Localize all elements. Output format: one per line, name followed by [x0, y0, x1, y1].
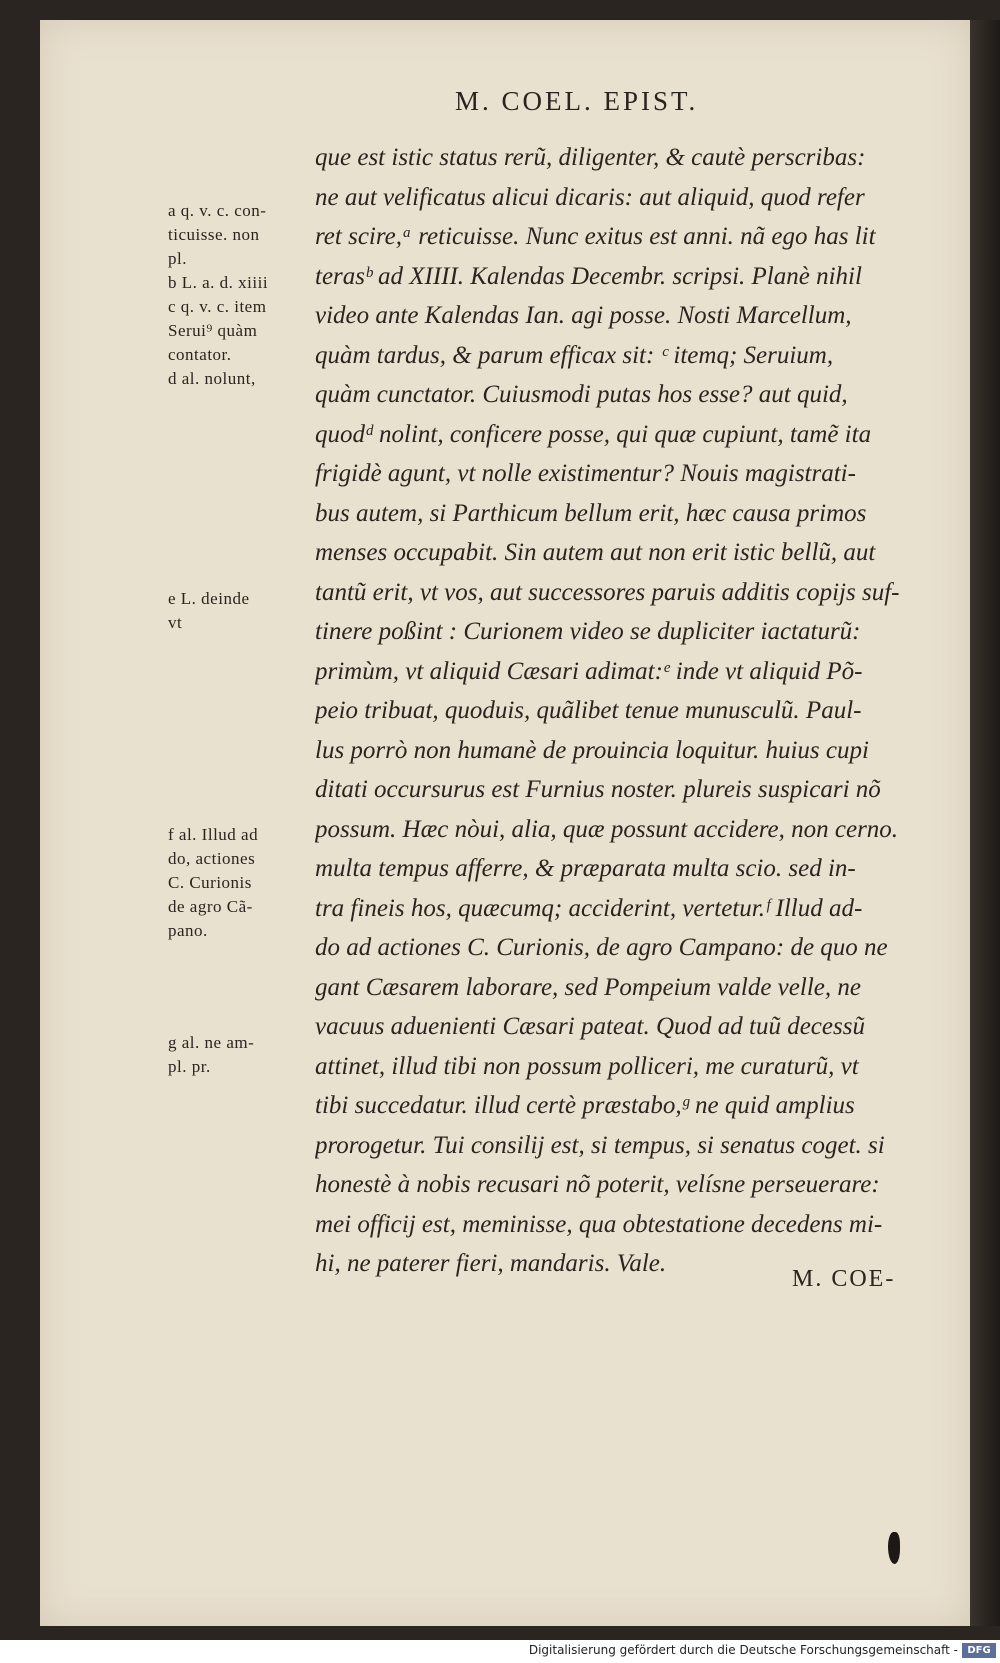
body-line: lus porrò non humanè de prouincia loquitur. huius cupi [315, 736, 869, 764]
note-line: a q. v. c. con- [168, 201, 267, 220]
body-line: tibi succedatur. illud certè præstabo,ᵍ ne quid amplius [315, 1092, 855, 1119]
body-line: hi, ne paterer fieri, mandaris. Vale. [315, 1250, 667, 1277]
note-line: de agro Cã- [168, 897, 253, 916]
body-line: ditati occursurus est Furnius noster. plureis suspicari nõ [315, 776, 881, 803]
marginal-note-a [168, 199, 314, 391]
note-line: f al. Illud ad [168, 825, 259, 844]
body-line: menses occupabit. Sin autem aut non erit istic bellũ, aut [315, 539, 876, 566]
running-header: M. COEL. EPIST. [455, 86, 699, 116]
body-line: terasᵇ ad XIIII. Kalendas Decembr. scripsi. Planè nihil [315, 262, 862, 290]
body-line: quodᵈ nolint, conficere posse, qui quæ cupiunt, tamẽ ita [315, 420, 872, 448]
body-line: peio tribuat, quoduis, quãlibet tenue munusculũ. Paul- [315, 697, 862, 724]
body-line: primùm, vt aliquid Cæsari adimat:ᵉ inde vt aliquid Põ- [315, 657, 863, 685]
marginal-note-e [168, 587, 314, 635]
note-line: do, actiones [168, 849, 256, 868]
catchword: M. COE- [792, 1266, 896, 1292]
body-line: possum. Hæc nòui, alia, quæ possunt accidere, non cerno. [315, 815, 899, 843]
marginal-note-f [168, 823, 314, 943]
note-line: pano. [168, 921, 208, 940]
body-line: frigidè agunt, vt nolle existimentur? Nouis magistrati- [315, 460, 856, 487]
body-line: prorogetur. Tui consilij est, si tempus, si senatus coget. si [315, 1131, 885, 1159]
note-line: b L. a. d. xiiii [168, 273, 269, 292]
book-edge [970, 20, 1000, 1626]
body-line: que est istic status rerũ, diligenter, & cautè perscribas: [315, 144, 866, 171]
note-line: c q. v. c. item [168, 297, 267, 316]
note-line: vt [168, 613, 183, 632]
note-line: Serui⁹ quàm [168, 321, 258, 340]
body-line: gant Cæsarem laborare, sed Pompeium valde velle, ne [315, 973, 861, 1001]
marginal-note-g [168, 1031, 314, 1079]
note-line: C. Curionis [168, 873, 252, 892]
body-line: attinet, illud tibi non possum polliceri, me curaturũ, vt [315, 1052, 859, 1080]
body-line: bus autem, si Parthicum bellum erit, hæc causa primos [315, 499, 867, 527]
note-line: e L. deinde [168, 589, 250, 608]
note-line: g al. ne am- [168, 1033, 255, 1052]
footer-bar [0, 1640, 1000, 1663]
body-line: mei officij est, meminisse, qua obtestatione decedens mi- [315, 1210, 883, 1238]
note-line: pl. pr. [168, 1057, 211, 1076]
body-line: multa tempus afferre, & præparata multa scio. sed in- [315, 855, 856, 882]
note-line: contator. [168, 345, 232, 364]
body-line: quàm tardus, & parum efficax sit: ᶜ itemq; Seruium, [315, 341, 834, 369]
body-line: video ante Kalendas Ian. agi posse. Nosti Marcellum, [315, 302, 852, 329]
note-line: d al. nolunt, [168, 369, 256, 388]
note-line: ticuisse. non [168, 225, 260, 244]
body-line: ne aut velificatus alicui dicaris: aut aliquid, quod refer [315, 183, 865, 211]
body-line: do ad actiones C. Curionis, de agro Campano: de quo ne [315, 934, 888, 961]
body-line: tinere poßint : Curionem video se dupliciter iactaturũ: [315, 618, 861, 645]
dfg-logo: DFG [962, 1643, 996, 1658]
body-line: tra fineis hos, quæcumq; acciderint, vertetur.ᶠ Illud ad- [315, 894, 863, 922]
ink-mark [888, 1532, 900, 1564]
body-line: quàm cunctator. Cuiusmodi putas hos esse? aut quid, [315, 381, 848, 408]
body-line: honestè à nobis recusari nõ poterit, velísne perseuerare: [315, 1171, 880, 1198]
body-line: vacuus aduenienti Cæsari pateat. Quod ad tuũ decessũ [315, 1013, 865, 1040]
note-line: pl. [168, 249, 187, 268]
body-line: tantũ erit, vt vos, aut successores paruis additis copijs suf- [315, 578, 900, 606]
body-text [315, 138, 965, 1284]
footer-credit: Digitalisierung gefördert durch die Deutsche Forschungsgemeinschaft - [528, 1643, 958, 1657]
body-line: ret scire,ᵃ reticuisse. Nunc exitus est anni. nã ego has lit [315, 223, 876, 250]
